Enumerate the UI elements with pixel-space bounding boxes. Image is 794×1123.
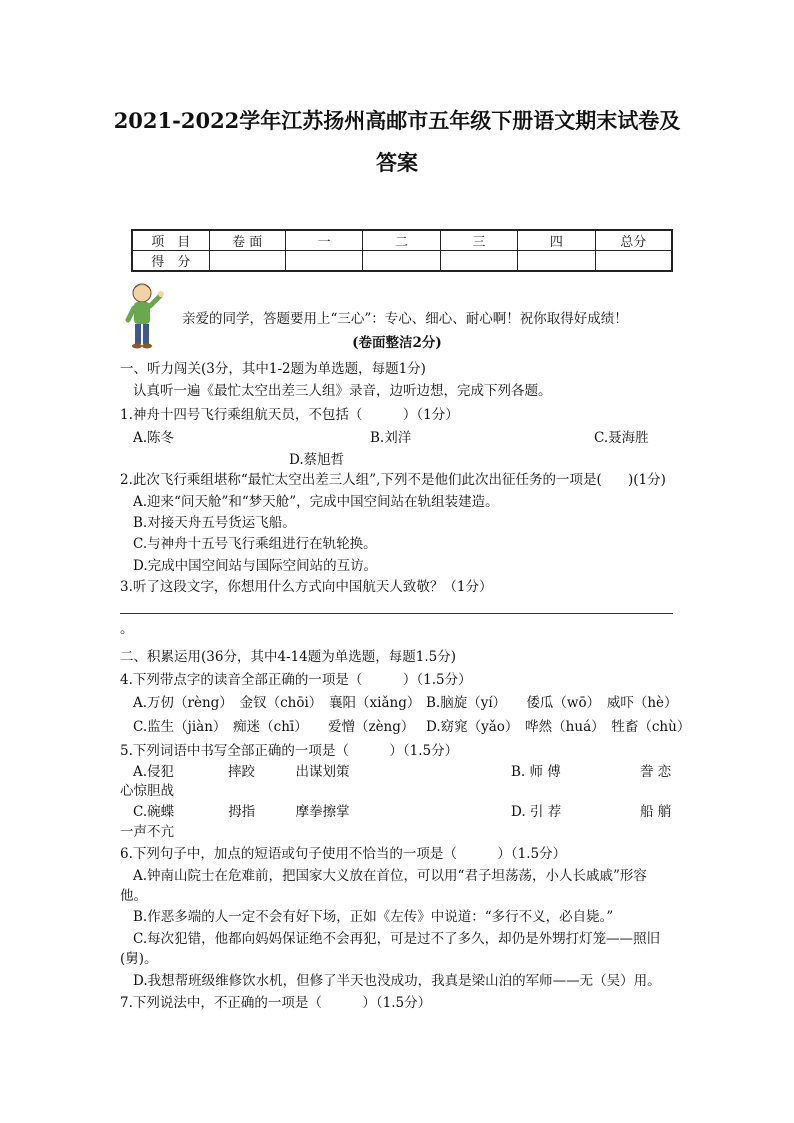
score-table — [131, 229, 673, 272]
header-total: 总分 — [595, 230, 672, 251]
q6-option-a-line1: A.钟南山院士在危难前，把国家大义放在首位，可以用“君子坦荡荡，小人长戚戚”形容 — [133, 868, 647, 884]
q6-option-a-line2: 他。 — [120, 888, 147, 904]
q2-stem-tail: )(1分) — [628, 472, 666, 488]
score-cell — [440, 251, 517, 272]
q1-option-d: D.蔡旭哲 — [289, 452, 345, 468]
header-part3: 三 — [440, 230, 517, 251]
score-cell — [595, 251, 672, 272]
header-part4: 四 — [518, 230, 595, 251]
score-cell — [363, 251, 440, 272]
q6-option-c-line1: C.每次犯错，他都向妈妈保证绝不会再犯，可是过不了多久，却仍是外甥打灯笼——照旧 — [133, 931, 661, 947]
q4-option-d: D.窈窕（yǎo） 哗然（huá） 牲畜（chù） — [426, 719, 691, 735]
q3-stem: 3.听了这段文字，你想用什么方式向中国航天人致敬？（1分） — [120, 579, 493, 595]
score-cell — [285, 251, 362, 272]
q5-option-d-tail: 船 艄 — [640, 804, 672, 820]
q5-option-d: D. 引 荐 — [511, 804, 562, 820]
neatness-note: (卷面整洁2分) — [352, 335, 442, 351]
q4-stem: 4.下列带点字的读音全部正确的一项是（ ）（1.5分） — [120, 672, 472, 688]
q5-option-b: B. 师 傅 — [511, 764, 561, 780]
header-paper: 卷 面 — [209, 230, 285, 251]
score-cell — [518, 251, 595, 272]
header-item: 项 目 — [132, 230, 209, 251]
page-title-line1: 2021-2022学年江苏扬州高邮市五年级下册语文期末试卷及 — [113, 108, 681, 133]
q4-option-b: B.脑旋（yí） 倭瓜（wō） 威吓（hè） — [426, 695, 678, 711]
q2-option-c: C.与神舟十五号飞行乘组进行在轨轮换。 — [133, 536, 377, 552]
q3-end-mark: 。 — [120, 621, 134, 637]
score-row-label: 得 分 — [132, 251, 209, 272]
answer-line — [120, 613, 673, 614]
q5-option-b-wrap: 心惊胆战 — [120, 783, 174, 799]
section1-heading: 一、听力闯关(3分，其中1-2题为单选题，每题1分) — [120, 361, 426, 377]
page-title-line2: 答案 — [376, 150, 418, 175]
q5-option-c: C.碗蝶 拇指 摩拳擦掌 — [133, 804, 350, 820]
q2-option-a: A.迎来“问天舱”和“梦天舱”，完成中国空间站在轨组装建造。 — [133, 494, 499, 510]
q4-option-c: C.监生（jiàn） 痴迷（chī） 爱憎（zèng） — [133, 719, 415, 735]
q6-stem: 6.下列句子中，加点的短语或句子使用不恰当的一项是（ ）（1.5分） — [120, 846, 567, 862]
q6-option-d: D.我想帮班级维修饮水机，但修了半天也没成功，我真是梁山泊的军师——无（吴）用。 — [133, 973, 661, 989]
q2-option-b: B.对接天舟五号货运飞船。 — [133, 515, 296, 531]
q7-stem: 7.下列说法中，不正确的一项是（ ）（1.5分） — [120, 995, 432, 1011]
q6-option-b: B.作恶多端的人一定不会有好下场，正如《左传》中说道：“多行不义，必自毙。” — [133, 909, 614, 925]
greeting-text: 亲爱的同学，答题要用上“三心”：专心、细心、耐心啊！祝你取得好成绩！ — [182, 311, 628, 327]
q5-stem: 5.下列词语中书写全部正确的一项是（ ）（1.5分） — [120, 743, 459, 759]
q5-option-a: A.侵犯 摔跤 出谋划策 — [133, 764, 350, 780]
header-part2: 二 — [363, 230, 440, 251]
score-cell — [209, 251, 285, 272]
section2-heading: 二、积累运用(36分，其中4-14题为单选题，每题1.5分) — [120, 649, 457, 665]
q1-option-a: A.陈冬 — [133, 430, 175, 446]
q2-option-d: D.完成中国空间站与国际空间站的互访。 — [133, 558, 378, 574]
q5-option-b-tail: 誊 恋 — [640, 764, 672, 780]
q1-option-c: C.聂海胜 — [594, 430, 649, 446]
q5-option-d-wrap: 一声不亢 — [120, 824, 174, 840]
q1-option-b: B.刘洋 — [370, 430, 412, 446]
q2-stem: 2.此次飞行乘组堪称“最忙太空出差三人组”,下列不是他们此次出征任务的一项是( — [120, 472, 602, 488]
score-table-score-row — [132, 251, 672, 272]
q1-stem: 1.神舟十四号飞行乘组航天员，不包括（ ）（1分） — [120, 407, 459, 423]
section1-instruction: 认真听一遍《最忙太空出差三人组》录音，边听边想，完成下列各题。 — [133, 383, 552, 399]
header-part1: 一 — [285, 230, 362, 251]
q4-option-a: A.万仞（rèng） 金钗（chōi） 襄阳（xiǎng） — [133, 695, 421, 711]
q6-option-c-line2: (舅)。 — [120, 951, 158, 967]
score-table-header-row — [132, 230, 672, 251]
